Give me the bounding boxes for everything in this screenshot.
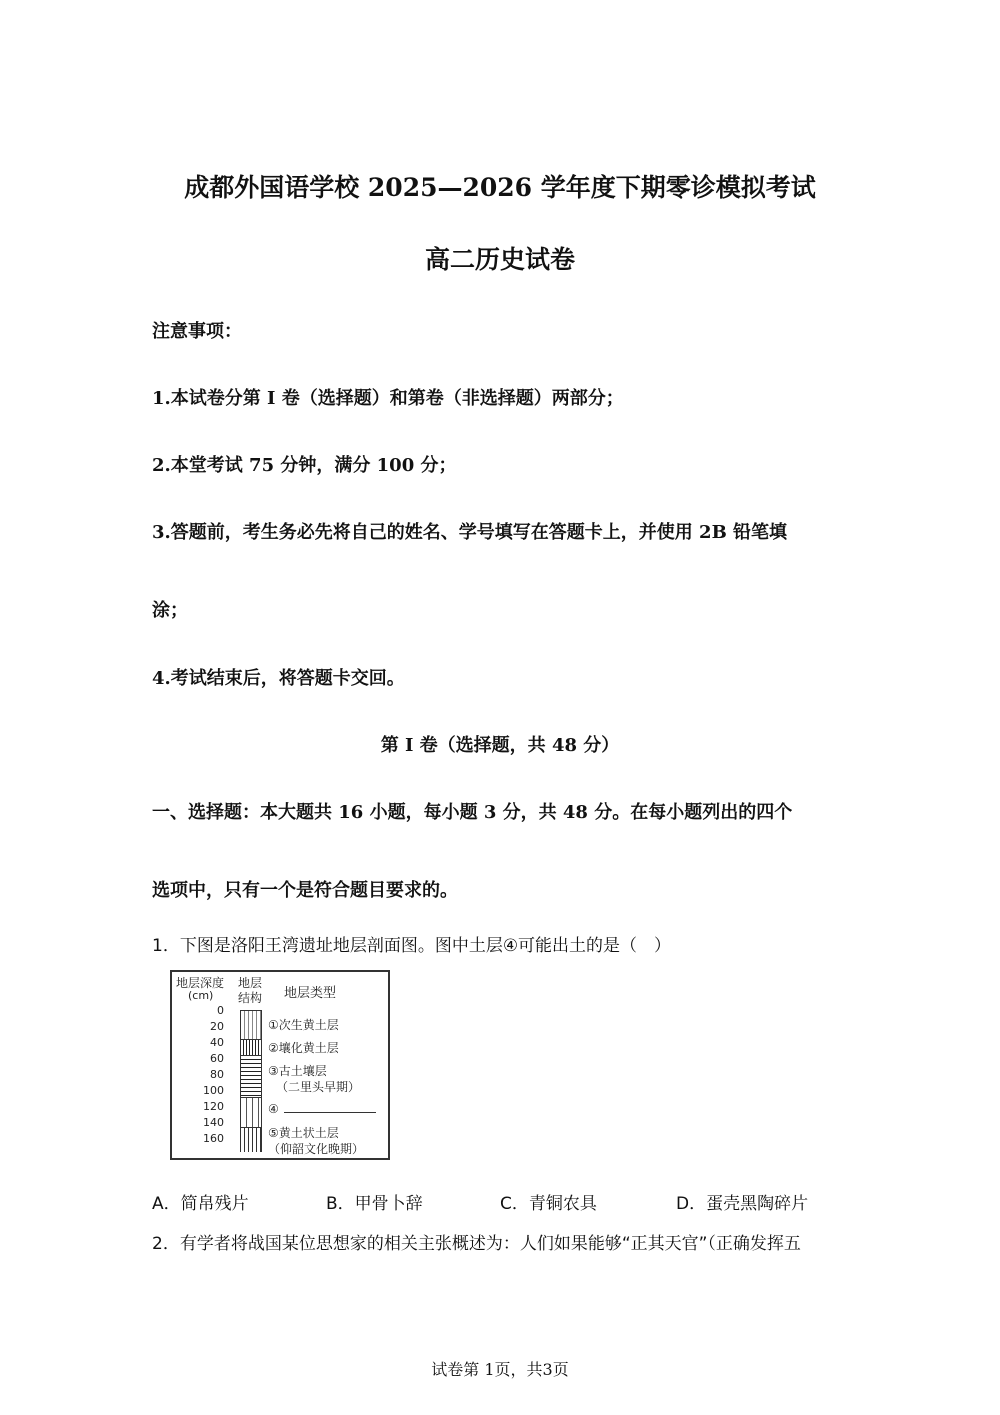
depth-tick: 40 — [210, 1036, 224, 1049]
notice-item-3b: 涂； — [152, 600, 188, 621]
page-footer: 试卷第 1页，共3页 — [431, 1360, 569, 1379]
layer-1-pattern — [241, 1011, 261, 1039]
notice-item-4: 4.考试结束后，将答题卡交回。 — [152, 668, 405, 689]
layer-5-pattern — [241, 1127, 261, 1152]
layer-2-pattern — [241, 1039, 261, 1056]
type-header: 地层类型 — [284, 986, 337, 1001]
structure-header-a: 地层 — [238, 976, 263, 990]
notice-item-1: 1.本试卷分第 I 卷（选择题）和第卷（非选择题）两部分； — [152, 388, 624, 409]
section-instruction-a: 一、选择题：本大题共 16 小题，每小题 3 分，共 48 分。在每小题列出的四个 — [152, 802, 793, 823]
notice-item-2: 2.本堂考试 75 分钟，满分 100 分； — [152, 455, 457, 476]
layer-2-label: ②壤化黄土层 — [268, 1041, 339, 1055]
layer-3-note: （二里头早期） — [276, 1080, 361, 1094]
layer-1-label: ①次生黄土层 — [268, 1018, 339, 1032]
strata-column — [240, 1010, 262, 1152]
layer-4-pattern — [241, 1097, 261, 1128]
notice-item-3a: 3.答题前，考生务必先将自己的姓名、学号填写在答题卡上，并使用 2B 铅笔填 — [152, 522, 788, 543]
exam-title: 成都外国语学校 2025—2026 学年度下期零诊模拟考试 — [184, 173, 816, 202]
layer-3-label: ③古土壤层 — [268, 1064, 327, 1078]
option-d: D．蛋壳黑陶碎片 — [676, 1194, 809, 1214]
depth-tick: 120 — [203, 1100, 224, 1113]
question-2-stem: 2．有学者将战国某位思想家的相关主张概述为：人们如果能够“正其天官”（正确发挥五 — [152, 1234, 801, 1254]
question-1-stem: 1．下图是洛阳王湾遗址地层剖面图。图中土层④可能出土的是（ ） — [152, 936, 672, 956]
stratigraphy-figure — [170, 970, 390, 1160]
layer-5-label: ⑤黄土状土层 — [268, 1126, 339, 1140]
option-b: B．甲骨卜辞 — [326, 1194, 423, 1214]
section-instruction-b: 选项中，只有一个是符合题目要求的。 — [152, 880, 458, 901]
option-c: C．青铜农具 — [500, 1194, 597, 1214]
depth-tick: 0 — [217, 1004, 224, 1017]
depth-tick: 140 — [203, 1116, 224, 1129]
part-title: 第 I 卷（选择题，共 48 分） — [380, 735, 620, 756]
exam-subtitle: 高二历史试卷 — [424, 245, 575, 274]
layer-4-label: ④ — [268, 1102, 279, 1116]
depth-tick: 60 — [210, 1052, 224, 1065]
layer-4-blank-line — [284, 1112, 376, 1113]
layer-3-pattern — [241, 1055, 261, 1098]
structure-header-b: 结构 — [238, 991, 263, 1005]
depth-tick: 80 — [210, 1068, 224, 1081]
notice-heading: 注意事项： — [152, 321, 242, 342]
depth-tick: 160 — [203, 1132, 224, 1145]
depth-column-header: 地层深度 — [176, 976, 225, 990]
depth-tick: 20 — [210, 1020, 224, 1033]
option-a: A．简帛残片 — [152, 1194, 249, 1214]
depth-unit: (cm) — [188, 989, 214, 1002]
depth-tick: 100 — [203, 1084, 224, 1097]
layer-5-note: （仰韶文化晚期） — [268, 1142, 365, 1156]
